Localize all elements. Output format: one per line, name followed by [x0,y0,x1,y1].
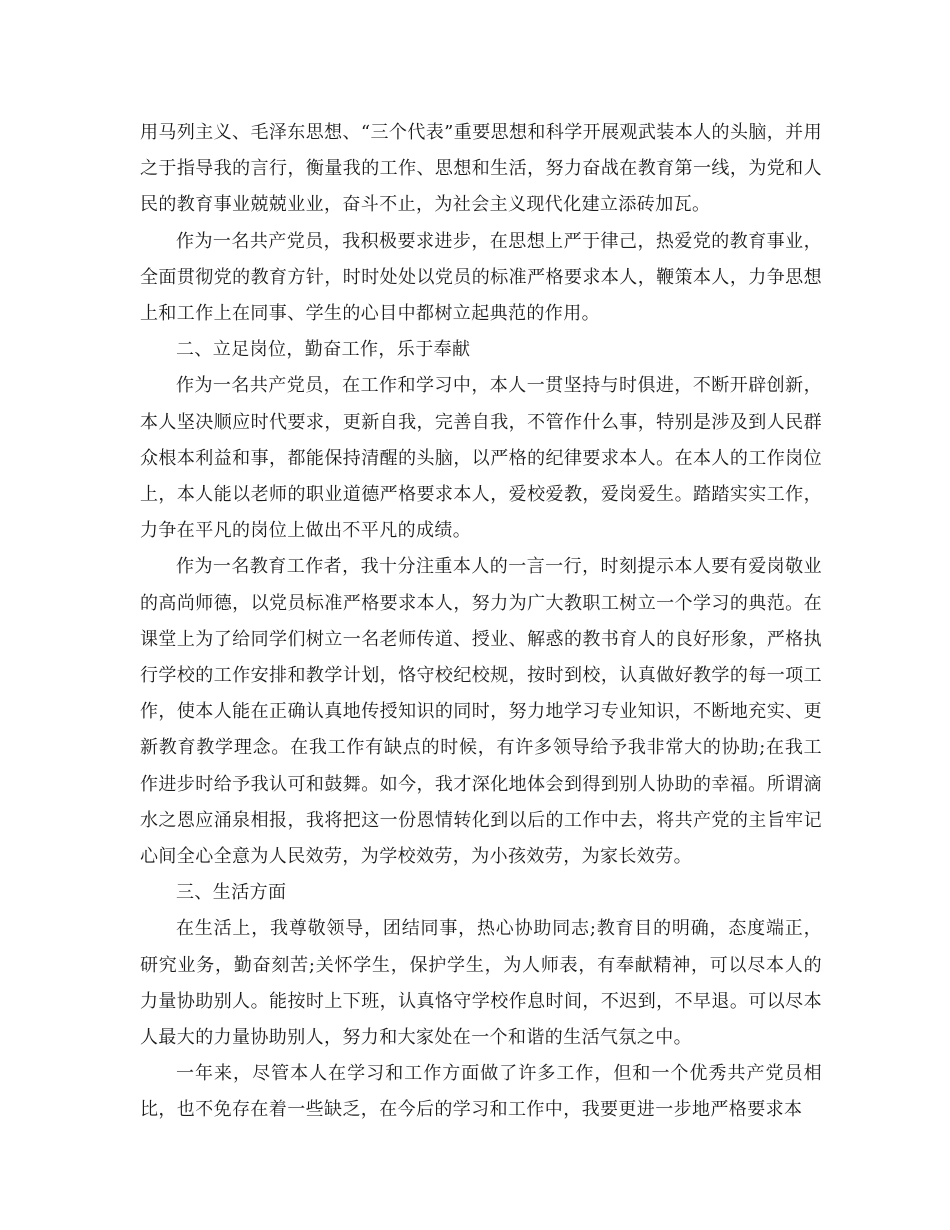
section-heading-2: 二、立足岗位，勤奋工作，乐于奉献 [176,339,471,361]
paragraph-6: 一年来，尽管本人在学习和工作方面做了许多工作，但和一个优秀共产党员相比，也不免存在着一些缺乏，在今后的学习和工作中，我要更进一步地严格要求本 [140,1063,822,1121]
paragraph-4: 作为一名教育工作者，我十分注重本人的一言一行，时刻提示本人要有爱岗敬业的高尚师德，以党员标准严格要求本人，努力为广大教职工树立一个学习的典范。在课堂上为了给同学们树立一名老师传道、授业、解惑的教书育人的良好形象，严格执行学校的工作安排和教学计划，恪守校纪校规，按时到校，认真做好教学的每一项工作，使本人能在正确认真地传授知识的同时，努力地学习专业知识，不断地充实、更新教育教学理念。在我工作有缺点的时候，有许多领导给予我非常大的协助;在我工作进步时给予我认可和鼓舞。如今，我才深化地体会到得到别人协助的幸福。所谓滴水之恩应涌泉相报，我将把这一份恩情转化到以后的工作中去，将共产党的主旨牢记心间全心全意为人民效劳，为学校效劳，为小孩效劳，为家长效劳。 [140,556,822,868]
document-body [140,115,822,1129]
paragraph-2: 作为一名共产党员，我积极要求进步，在思想上严于律己，热爱党的教育事业，全面贯彻党的教育方针，时时处处以党员的标准严格要求本人，鞭策本人，力争思想上和工作上在同事、学生的心目中都树立起典范的作用。 [140,230,822,325]
paragraph-5: 在生活上，我尊敬领导，团结同事，热心协助同志;教育目的明确，态度端正，研究业务，勤奋刻苦;关怀学生，保护学生，为人师表，有奉献精神，可以尽本人的力量协助别人。能按时上下班，认真恪守学校作息时间，不迟到，不早退。可以尽本人最大的力量协助别人，努力和大家处在一个和谐的生活气氛之中。 [140,918,822,1049]
section-heading-3: 三、生活方面 [176,882,287,904]
paragraph-1: 用马列主义、毛泽东思想、“三个代表”重要思想和科学开展观武装本人的头脑，并用之于指导我的言行，衡量我的工作、思想和生活，努力奋战在教育第一线，为党和人民的教育事业兢兢业业，奋斗不止，为社会主义现代化建立添砖加瓦。 [140,122,822,216]
paragraph-3: 作为一名共产党员，在工作和学习中，本人一贯坚持与时俱进，不断开辟创新，本人坚决顺应时代要求，更新自我，完善自我，不管作什么事，特别是涉及到人民群众根本利益和事，都能保持清醒的头脑，以严格的纪律要求本人。在本人的工作岗位上，本人能以老师的职业道德严格要求本人，爱校爱教，爱岗爱生。踏踏实实工作，力争在平凡的岗位上做出不平凡的成绩。 [140,375,822,542]
